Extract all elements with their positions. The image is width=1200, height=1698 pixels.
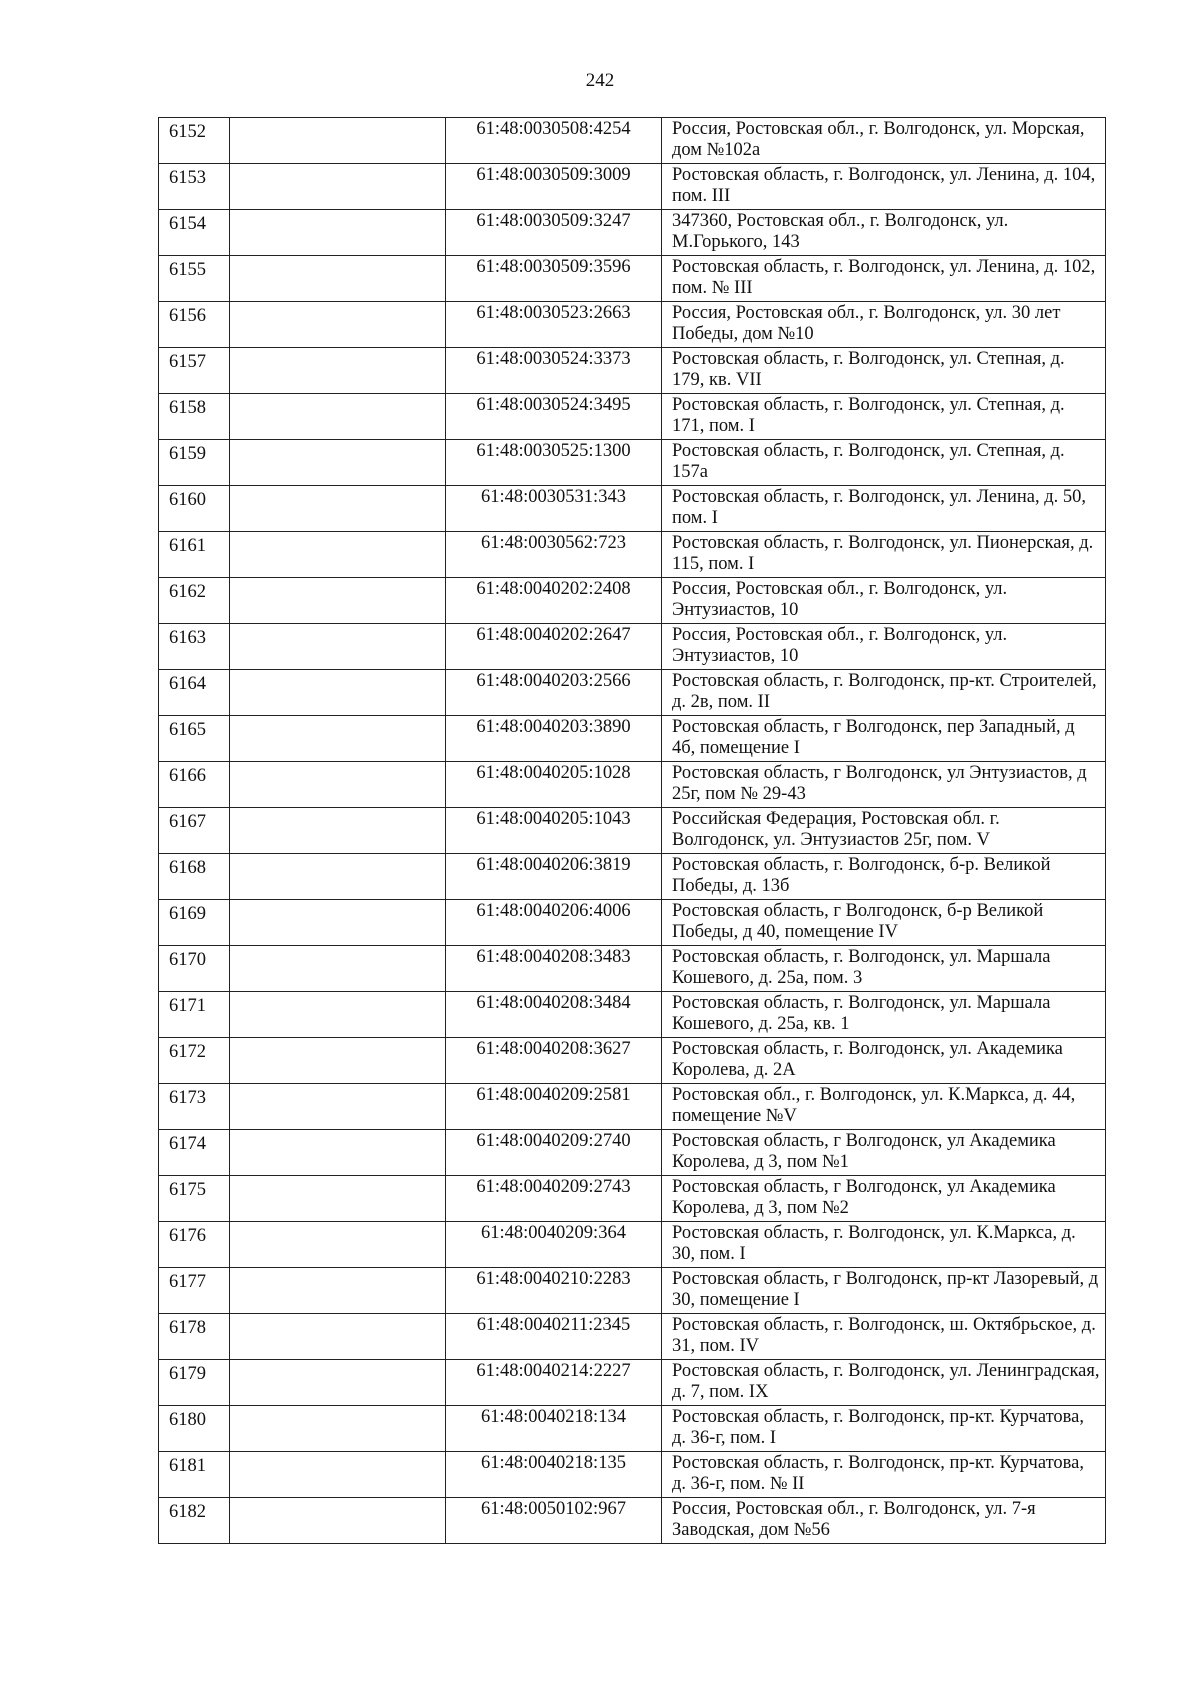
address-cell: Ростовская область, г. Волгодонск, ул. Академика Королева, д. 2А <box>662 1038 1106 1084</box>
row-number-cell: 6170 <box>159 946 230 992</box>
cadastral-number-cell: 61:48:0030562:723 <box>446 532 662 578</box>
table-row <box>159 624 1106 670</box>
address-cell: Ростовская область, г Волгодонск, ул Энтузиастов, д 25г, пом № 29-43 <box>662 762 1106 808</box>
table-row <box>159 164 1106 210</box>
table-row <box>159 486 1106 532</box>
empty-cell <box>230 348 446 394</box>
cadastral-number-cell: 61:48:0050102:967 <box>446 1498 662 1544</box>
table-row <box>159 210 1106 256</box>
empty-cell <box>230 716 446 762</box>
row-number-cell: 6161 <box>159 532 230 578</box>
table-row <box>159 762 1106 808</box>
cadastral-number-cell: 61:48:0040205:1043 <box>446 808 662 854</box>
row-number-cell: 6178 <box>159 1314 230 1360</box>
address-cell: Ростовская область, г. Волгодонск, пр-кт. Строителей, д. 2в, пом. II <box>662 670 1106 716</box>
empty-cell <box>230 1314 446 1360</box>
address-cell: Ростовская область, г. Волгодонск, ул. Степная, д. 171, пом. I <box>662 394 1106 440</box>
cadastral-number-cell: 61:48:0040206:3819 <box>446 854 662 900</box>
table-row <box>159 1176 1106 1222</box>
cadastral-number-cell: 61:48:0030509:3596 <box>446 256 662 302</box>
cadastral-number-cell: 61:48:0040205:1028 <box>446 762 662 808</box>
row-number-cell: 6169 <box>159 900 230 946</box>
cadastral-number-cell: 61:48:0040211:2345 <box>446 1314 662 1360</box>
empty-cell <box>230 762 446 808</box>
address-cell: Ростовская область, г. Волгодонск, пр-кт. Курчатова, д. 36-г, пом. № II <box>662 1452 1106 1498</box>
row-number-cell: 6164 <box>159 670 230 716</box>
address-cell: 347360, Ростовская обл., г. Волгодонск, ул. М.Горького, 143 <box>662 210 1106 256</box>
empty-cell <box>230 900 446 946</box>
empty-cell <box>230 164 446 210</box>
table-row <box>159 1314 1106 1360</box>
row-number-cell: 6171 <box>159 992 230 1038</box>
table-row <box>159 946 1106 992</box>
empty-cell <box>230 854 446 900</box>
table-row <box>159 992 1106 1038</box>
address-cell: Ростовская область, г. Волгодонск, б-р. Великой Победы, д. 13б <box>662 854 1106 900</box>
address-cell: Россия, Ростовская обл., г. Волгодонск, ул. Энтузиастов, 10 <box>662 578 1106 624</box>
empty-cell <box>230 1222 446 1268</box>
property-registry-table <box>158 117 1106 1544</box>
table-row <box>159 1038 1106 1084</box>
row-number-cell: 6176 <box>159 1222 230 1268</box>
cadastral-number-cell: 61:48:0040203:3890 <box>446 716 662 762</box>
address-cell: Ростовская область, г. Волгодонск, ул. Маршала Кошевого, д. 25а, пом. 3 <box>662 946 1106 992</box>
cadastral-number-cell: 61:48:0030524:3495 <box>446 394 662 440</box>
row-number-cell: 6168 <box>159 854 230 900</box>
address-cell: Россия, Ростовская обл., г. Волгодонск, ул. Морская, дом №102а <box>662 118 1106 164</box>
row-number-cell: 6179 <box>159 1360 230 1406</box>
cadastral-number-cell: 61:48:0030509:3247 <box>446 210 662 256</box>
cadastral-number-cell: 61:48:0040209:364 <box>446 1222 662 1268</box>
row-number-cell: 6160 <box>159 486 230 532</box>
empty-cell <box>230 302 446 348</box>
row-number-cell: 6152 <box>159 118 230 164</box>
address-cell: Россия, Ростовская обл., г. Волгодонск, ул. 7-я Заводская, дом №56 <box>662 1498 1106 1544</box>
table-row <box>159 1130 1106 1176</box>
address-cell: Ростовская область, г Волгодонск, пр-кт Лазоревый, д 30, помещение I <box>662 1268 1106 1314</box>
table-row <box>159 440 1106 486</box>
table-row <box>159 394 1106 440</box>
empty-cell <box>230 1360 446 1406</box>
cadastral-number-cell: 61:48:0040206:4006 <box>446 900 662 946</box>
row-number-cell: 6165 <box>159 716 230 762</box>
address-cell: Ростовская область, г. Волгодонск, пр-кт. Курчатова, д. 36-г, пом. I <box>662 1406 1106 1452</box>
table-row <box>159 578 1106 624</box>
row-number-cell: 6177 <box>159 1268 230 1314</box>
row-number-cell: 6182 <box>159 1498 230 1544</box>
address-cell: Ростовская область, г. Волгодонск, ул. Ленина, д. 102, пом. № III <box>662 256 1106 302</box>
empty-cell <box>230 532 446 578</box>
table-row <box>159 532 1106 578</box>
cadastral-number-cell: 61:48:0040208:3484 <box>446 992 662 1038</box>
empty-cell <box>230 1084 446 1130</box>
address-cell: Ростовская область, г. Волгодонск, ш. Октябрьское, д. 31, пом. IV <box>662 1314 1106 1360</box>
row-number-cell: 6172 <box>159 1038 230 1084</box>
row-number-cell: 6159 <box>159 440 230 486</box>
cadastral-number-cell: 61:48:0040209:2740 <box>446 1130 662 1176</box>
empty-cell <box>230 394 446 440</box>
table-row <box>159 302 1106 348</box>
cadastral-number-cell: 61:48:0040218:134 <box>446 1406 662 1452</box>
address-cell: Ростовская область, г. Волгодонск, ул. Ленина, д. 104, пом. III <box>662 164 1106 210</box>
table-row <box>159 1084 1106 1130</box>
address-cell: Ростовская обл., г. Волгодонск, ул. К.Маркса, д. 44, помещение №V <box>662 1084 1106 1130</box>
cadastral-number-cell: 61:48:0040209:2743 <box>446 1176 662 1222</box>
page-number: 242 <box>585 70 615 91</box>
empty-cell <box>230 1452 446 1498</box>
empty-cell <box>230 808 446 854</box>
address-cell: Россия, Ростовская обл., г. Волгодонск, ул. Энтузиастов, 10 <box>662 624 1106 670</box>
table-row <box>159 1268 1106 1314</box>
row-number-cell: 6154 <box>159 210 230 256</box>
table-row <box>159 716 1106 762</box>
row-number-cell: 6175 <box>159 1176 230 1222</box>
row-number-cell: 6153 <box>159 164 230 210</box>
empty-cell <box>230 1268 446 1314</box>
cadastral-number-cell: 61:48:0040209:2581 <box>446 1084 662 1130</box>
empty-cell <box>230 992 446 1038</box>
address-cell: Ростовская область, г Волгодонск, ул Академика Королева, д 3, пом №2 <box>662 1176 1106 1222</box>
cadastral-number-cell: 61:48:0040208:3483 <box>446 946 662 992</box>
cadastral-number-cell: 61:48:0030531:343 <box>446 486 662 532</box>
cadastral-number-cell: 61:48:0040202:2408 <box>446 578 662 624</box>
row-number-cell: 6167 <box>159 808 230 854</box>
cadastral-number-cell: 61:48:0040203:2566 <box>446 670 662 716</box>
address-cell: Ростовская область, г. Волгодонск, ул. Степная, д. 179, кв. VII <box>662 348 1106 394</box>
address-cell: Ростовская область, г. Волгодонск, ул. Ленинградская, д. 7, пом. IX <box>662 1360 1106 1406</box>
empty-cell <box>230 1176 446 1222</box>
row-number-cell: 6174 <box>159 1130 230 1176</box>
empty-cell <box>230 486 446 532</box>
cadastral-number-cell: 61:48:0040218:135 <box>446 1452 662 1498</box>
empty-cell <box>230 1038 446 1084</box>
table-row <box>159 256 1106 302</box>
empty-cell <box>230 210 446 256</box>
address-cell: Ростовская область, г. Волгодонск, ул. Пионерская, д. 115, пом. I <box>662 532 1106 578</box>
row-number-cell: 6180 <box>159 1406 230 1452</box>
cadastral-number-cell: 61:48:0030525:1300 <box>446 440 662 486</box>
empty-cell <box>230 670 446 716</box>
address-cell: Ростовская область, г. Волгодонск, ул. Степная, д. 157а <box>662 440 1106 486</box>
empty-cell <box>230 256 446 302</box>
empty-cell <box>230 946 446 992</box>
cadastral-number-cell: 61:48:0030508:4254 <box>446 118 662 164</box>
row-number-cell: 6156 <box>159 302 230 348</box>
empty-cell <box>230 624 446 670</box>
address-cell: Россия, Ростовская обл., г. Волгодонск, ул. 30 лет Победы, дом №10 <box>662 302 1106 348</box>
cadastral-number-cell: 61:48:0040214:2227 <box>446 1360 662 1406</box>
address-cell: Ростовская область, г. Волгодонск, ул. К.Маркса, д. 30, пом. I <box>662 1222 1106 1268</box>
row-number-cell: 6181 <box>159 1452 230 1498</box>
table-row <box>159 1406 1106 1452</box>
row-number-cell: 6158 <box>159 394 230 440</box>
table-row <box>159 854 1106 900</box>
table-row <box>159 900 1106 946</box>
empty-cell <box>230 118 446 164</box>
cadastral-number-cell: 61:48:0040202:2647 <box>446 624 662 670</box>
empty-cell <box>230 578 446 624</box>
table-row <box>159 1222 1106 1268</box>
row-number-cell: 6157 <box>159 348 230 394</box>
row-number-cell: 6163 <box>159 624 230 670</box>
address-cell: Ростовская область, г Волгодонск, ул Академика Королева, д 3, пом №1 <box>662 1130 1106 1176</box>
table-row <box>159 1452 1106 1498</box>
address-cell: Ростовская область, г Волгодонск, пер Западный, д 4б, помещение I <box>662 716 1106 762</box>
empty-cell <box>230 1130 446 1176</box>
cadastral-number-cell: 61:48:0030509:3009 <box>446 164 662 210</box>
empty-cell <box>230 440 446 486</box>
cadastral-number-cell: 61:48:0040208:3627 <box>446 1038 662 1084</box>
row-number-cell: 6162 <box>159 578 230 624</box>
cadastral-number-cell: 61:48:0040210:2283 <box>446 1268 662 1314</box>
cadastral-number-cell: 61:48:0030523:2663 <box>446 302 662 348</box>
row-number-cell: 6155 <box>159 256 230 302</box>
table-row <box>159 118 1106 164</box>
address-cell: Ростовская область, г. Волгодонск, ул. Маршала Кошевого, д. 25а, кв. 1 <box>662 992 1106 1038</box>
table-row <box>159 670 1106 716</box>
empty-cell <box>230 1406 446 1452</box>
empty-cell <box>230 1498 446 1544</box>
row-number-cell: 6166 <box>159 762 230 808</box>
table-body <box>159 118 1106 1544</box>
row-number-cell: 6173 <box>159 1084 230 1130</box>
address-cell: Ростовская область, г. Волгодонск, ул. Ленина, д. 50, пом. I <box>662 486 1106 532</box>
table-row <box>159 808 1106 854</box>
table-row <box>159 1498 1106 1544</box>
cadastral-number-cell: 61:48:0030524:3373 <box>446 348 662 394</box>
address-cell: Российская Федерация, Ростовская обл. г. Волгодонск, ул. Энтузиастов 25г, пом. V <box>662 808 1106 854</box>
table-row <box>159 348 1106 394</box>
table-row <box>159 1360 1106 1406</box>
address-cell: Ростовская область, г Волгодонск, б-р Великой Победы, д 40, помещение IV <box>662 900 1106 946</box>
